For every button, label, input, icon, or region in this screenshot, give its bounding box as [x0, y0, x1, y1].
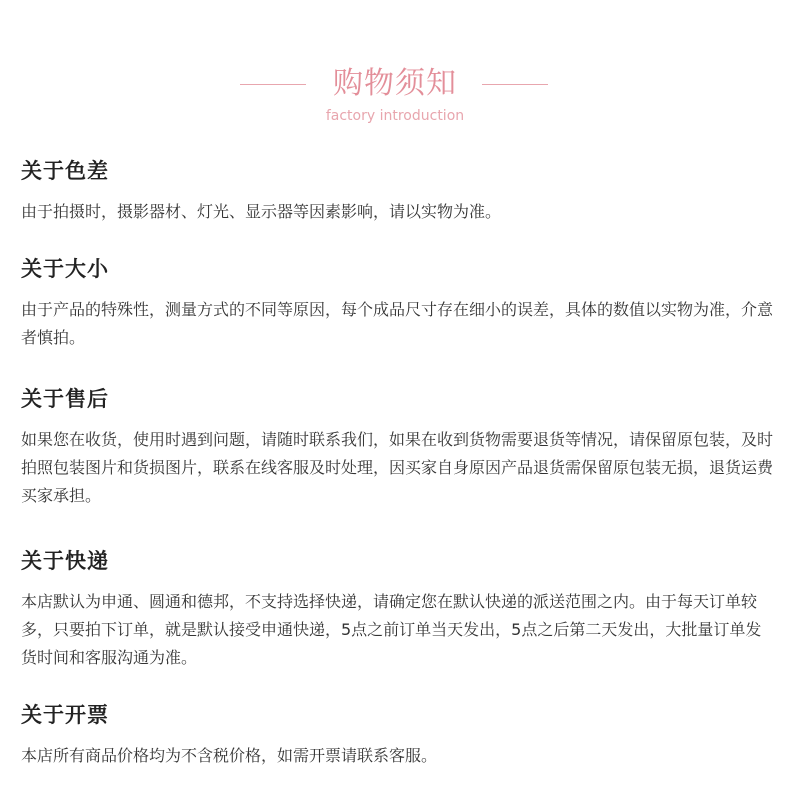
section-color-difference [21, 158, 773, 226]
section-after-sales [21, 386, 773, 510]
section-title: 关于快递 [21, 549, 109, 573]
section-title: 关于色差 [21, 159, 109, 183]
section-title: 关于开票 [21, 703, 109, 727]
section-size [21, 256, 773, 352]
section-body: 由于拍摄时，摄影器材、灯光、显示器等因素影响，请以实物为准。 [21, 202, 502, 221]
section-invoice [21, 702, 773, 770]
section-title: 关于售后 [21, 387, 109, 411]
section-title: 关于大小 [21, 257, 109, 281]
section-body: 本店所有商品价格均为不含税价格，如需开票请联系客服。 [21, 746, 438, 765]
section-express [21, 548, 773, 672]
page-subtitle: factory introduction [325, 108, 465, 124]
page-title: 购物须知 [333, 66, 457, 101]
notice-header [0, 62, 790, 132]
section-body: 本店默认为申通、圆通和德邦，不支持选择快递，请确定您在默认快递的派送范围之内。由于每天订单较多，只要拍下订单，就是默认接受申通快递，5点之前订单当天发出，5点之后第二天发出，大批量订单发货时间和客服沟通为准。 [21, 592, 762, 667]
decorative-line-right [482, 84, 548, 85]
section-body: 如果您在收货，使用时遇到问题，请随时联系我们，如果在收到货物需要退货等情况，请保留原包装，及时拍照包装图片和货损图片，联系在线客服及时处理，因买家自身原因产品退货需保留原包装无损，退货运费买家承担。 [21, 430, 774, 505]
section-body: 由于产品的特殊性，测量方式的不同等原因，每个成品尺寸存在细小的误差，具体的数值以实物为准，介意者慎拍。 [21, 300, 774, 347]
